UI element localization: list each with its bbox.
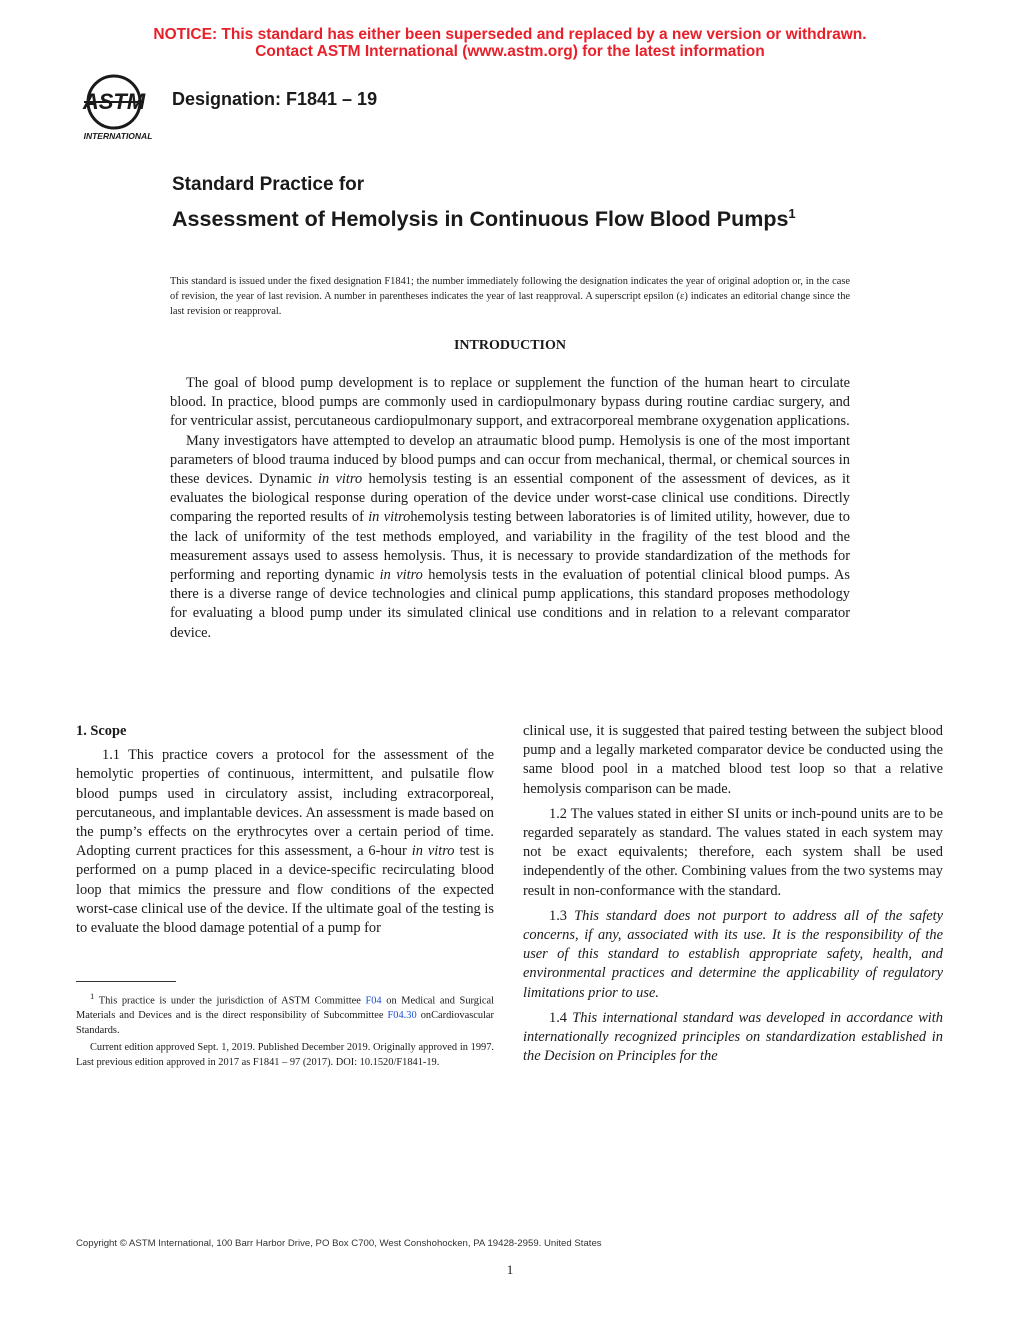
astm-logo — [74, 74, 160, 144]
title-main: Assessment of Hemolysis in Continuous Flow Blood Pumps — [172, 207, 789, 232]
section-1-3: 1.3 This standard does not purport to address all of the safety concerns, if any, associated with its use. It is the responsibility of the user of this standard to establish appropriate safety, health, and environmental practices and determine the applicability of regulatory limitations prior to use. — [523, 907, 943, 1001]
committee-link[interactable]: F04 — [365, 995, 382, 1007]
astm-logo-icon — [74, 74, 160, 144]
designation: Designation: F1841 – 19 — [172, 89, 378, 109]
section-1-1: 1.1 This practice covers a protocol for the assessment of the hemolytic properties of continuous, intermittent, and pulsatile flow blood pumps used in circulatory assist, including extracorporeal, percutaneous, and implantable devices. An assessment is made based on the pump’s effects on the erythrocytes over a certain period of time. Adopting current practices for this assessment, a 6-hour in vitro test is performed on a pump placed in a device-specific recirculating blood loop that mimics the pressure and flow conditions of the expected worst-case clinical use of the device. If the ultimate goal of the testing is to evaluate the blood damage potential of a pump for — [76, 747, 494, 937]
intro-paragraph-1: The goal of blood pump development is to replace or supplement the function of the human heart to circulate blood. In practice, blood pumps are commonly used in cardiopulmonary bypass during routine cardiac surgery, and for ventricular assist, percutaneous cardiopulmonary support, and extracorporeal membrane oxygenation applications. — [170, 375, 850, 430]
page-number: 1 — [506, 1262, 514, 1277]
title-line-2 — [172, 200, 812, 233]
title-line-1: Standard Practice for — [172, 174, 365, 195]
footnote — [76, 989, 494, 1073]
scope-heading: 1. Scope — [76, 723, 127, 739]
title-footnote-mark: 1 — [788, 206, 796, 221]
introduction-body — [170, 374, 850, 643]
copyright: Copyright © ASTM International, 100 Barr Harbor Drive, PO Box C700, West Conshohocken, PA 19428-2959. United States — [76, 1238, 602, 1249]
logo-subtext: INTERNATIONAL — [83, 131, 153, 141]
footnote-edition: Current edition approved Sept. 1, 2019. Published December 2019. Originally approved in 1997. Last previous edition approved in 2017 as F1841 – 97 (2017). DOI: 10.1520/F1841-19. — [76, 1042, 494, 1068]
subcommittee-link[interactable]: F04.30 — [387, 1010, 417, 1022]
footnote-divider — [76, 981, 176, 982]
standard-note: This standard is issued under the fixed designation F1841; the number immediately following the designation indicates the year of original adoption or, in the case of revision, the year of last revision. A number in parentheses indicates the year of last reapproval. A superscript epsilon (ε) indicates an editorial change since the last revision or reapproval. — [170, 276, 850, 318]
introduction-heading: INTRODUCTION — [453, 338, 566, 353]
section-1-1-continued: clinical use, it is suggested that paired testing between the subject blood pump and a legally marketed comparator device be conducted using the same blood pool in a matched blood test loop so that a relative hemolysis comparison can be made. — [523, 723, 943, 797]
left-column — [76, 722, 494, 944]
right-column — [523, 722, 943, 1072]
section-1-4: 1.4 This international standard was developed in accordance with internationally recognized principles on standardization established in the Decision on Principles for the — [523, 1009, 943, 1065]
logo-text: ASTM — [82, 89, 146, 114]
intro-paragraph-2: Many investigators have attempted to develop an atraumatic blood pump. Hemolysis is one of the most important parameters of blood trauma induced by blood pumps and can occur from mechanical, thermal, or chemical sources in these devices. Dynamic in vitro hemolysis testing is an essential component of the assessment of devices, as it evaluates the biological response during operation of the device under worst-case clinical use conditions. Directly comparing the reported results of in vitrohemolysis testing between laboratories is of limited utility, however, due to the lack of uniformity of the test methods employed, and variability in the fragility of the test blood and the measurement assays used to assess hemolysis. Thus, it is necessary to provide standardization of the methods for performing and reporting dynamic in vitro hemolysis tests in the evaluation of potential clinical blood pumps. As there is a diverse range of device technologies and clinical pump applications, this standard proposes methodology for evaluating a blood pump under its simulated clinical use conditions and in relation to a relevant comparator device. — [170, 432, 851, 641]
notice-line-1: NOTICE: This standard has either been superseded and replaced by a new version or withdrawn. — [153, 26, 867, 43]
section-1-2: 1.2 The values stated in either SI units or inch-pound units are to be regarded separately as standard. The values stated in each system may not be exact equivalents; therefore, each system shall be used independently of the other. Combining values from the two systems may result in non-conformance with the standard. — [523, 805, 943, 899]
footnote-1: $^1$ This practice is under the jurisdiction of ASTM Committee F04 on Medical and Surgical Materials and Devices and is the direct responsibility of Subcommittee F04.30 onCardiovascular Standards. — [76, 991, 495, 1036]
notice-line-2: Contact ASTM International (www.astm.org) for the latest information — [255, 43, 765, 60]
